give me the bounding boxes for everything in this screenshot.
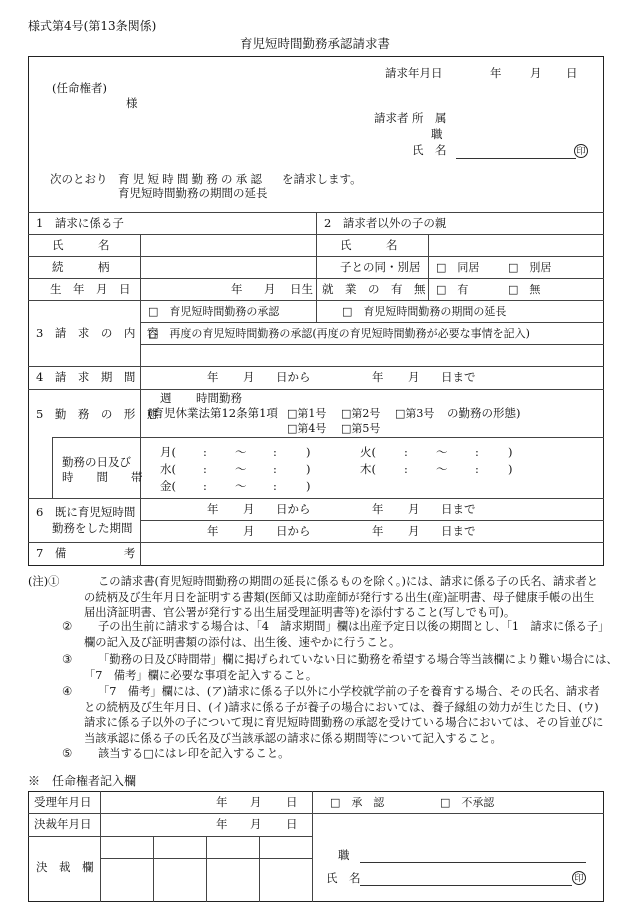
- decided-date-label: 決裁年月日: [34, 817, 92, 831]
- period-to-suffix: 日まで: [441, 370, 476, 384]
- form-option-5[interactable]: □第5号: [341, 422, 381, 435]
- decided-year-unit: 年: [216, 817, 228, 831]
- mon-colon-1: :: [203, 445, 207, 459]
- section-4-header: 4 請 求 期 間: [36, 370, 136, 384]
- section-3-header: 3 請 求 の 内 容: [36, 326, 159, 340]
- form-option-4[interactable]: □第4号: [287, 422, 327, 435]
- note-marker: ②: [62, 620, 73, 633]
- past1-from-year-unit: 年: [207, 502, 219, 516]
- section-6-header-line2: 勤務をした期間: [52, 521, 133, 535]
- note-marker: ③: [62, 653, 73, 666]
- cohabit-option-separate[interactable]: □ 別居: [508, 261, 552, 274]
- note-line: 「勤務の日及び時間帯」欄に掲げられていない日に勤務を希望する場合等当該欄により難い場合には、: [98, 653, 618, 666]
- past2-to-suffix: 日まで: [441, 524, 476, 538]
- friday-label: 金(: [160, 479, 176, 493]
- period-from-year-unit: 年: [207, 370, 219, 384]
- content-option-approval[interactable]: □ 育児短時間勤務の承認: [148, 305, 280, 318]
- fri-colon-1: :: [203, 479, 207, 493]
- authority-shoku-line: [360, 862, 586, 863]
- form-option-3[interactable]: □第3号: [395, 407, 435, 420]
- sama-label: 様: [126, 96, 138, 110]
- employment-option-no[interactable]: □ 無: [508, 283, 541, 296]
- section-2-header: 2 請求者以外の子の親: [324, 216, 447, 230]
- thu-colon-2: :: [475, 462, 479, 476]
- week-label: 週: [160, 391, 172, 405]
- past1-to-year-unit: 年: [372, 502, 384, 516]
- received-year-unit: 年: [216, 795, 228, 809]
- birthdate-label: 生 年 月 日: [50, 282, 131, 296]
- thu-tilde: 〜: [436, 462, 448, 476]
- disapprove-option[interactable]: □ 不承認: [440, 796, 495, 809]
- statement-prefix: 次のとおり: [50, 172, 108, 186]
- authority-shoku-label: 職: [338, 848, 350, 862]
- note-line: 欄の記入及び証明書類の添付は、出生後、速やかに行うこと。: [84, 635, 401, 649]
- past2-from-month-unit: 月: [243, 524, 255, 538]
- tue-colon-1: :: [404, 445, 408, 459]
- note-line: この請求書(育児短時間勤務の期間の延長に係るものを除く。)には、請求に係る子の氏名、請求者と: [98, 575, 599, 588]
- tue-rparen: ): [508, 445, 513, 459]
- request-month-unit: 月: [530, 66, 542, 80]
- statement-option-approval: 育児短時間勤務の承認: [118, 172, 266, 186]
- shoku-label: 職: [431, 127, 443, 141]
- note-marker: ⑤: [62, 747, 73, 760]
- shimei-label: 氏 名: [412, 143, 447, 157]
- kessai-label: 決 裁 欄: [36, 860, 94, 874]
- past2-from-suffix: 日から: [276, 524, 311, 538]
- statement-suffix: を請求します。: [282, 172, 362, 186]
- cohabit-label: 子との同・別居: [340, 260, 421, 274]
- period-from-suffix: 日から: [276, 370, 311, 384]
- employment-option-yes[interactable]: □ 有: [436, 283, 469, 296]
- note-line: の続柄及び生年月日を証明する書類(医師又は助産師が発行する出生(産)証明書、母子健康手帳の出生: [84, 590, 595, 604]
- request-day-unit: 日: [566, 66, 578, 80]
- birth-day-unit: 日生: [290, 282, 313, 296]
- tue-tilde: 〜: [436, 445, 448, 459]
- note-line: 該当する□にはレ印を記入すること。: [98, 747, 290, 760]
- received-day-unit: 日: [286, 795, 298, 809]
- birth-year-unit: 年: [231, 282, 243, 296]
- note-line: 当該承認に係る子の氏名及び当該承認の請求に係る期間等について記入すること。: [84, 731, 502, 745]
- name-signature-line: [456, 158, 576, 159]
- tue-colon-2: :: [475, 445, 479, 459]
- wed-rparen: ): [306, 462, 311, 476]
- past1-to-month-unit: 月: [408, 502, 420, 516]
- fri-tilde: 〜: [235, 479, 247, 493]
- thursday-label: 木(: [360, 462, 376, 476]
- period-to-year-unit: 年: [372, 370, 384, 384]
- authority-seal-mark: 印: [572, 871, 586, 885]
- wed-colon-1: :: [203, 462, 207, 476]
- form-number: 様式第4号(第13条関係): [28, 19, 157, 33]
- appointer-label: (任命権者): [52, 81, 107, 95]
- request-date-label: 請求年月日: [385, 66, 443, 80]
- mon-colon-2: :: [273, 445, 277, 459]
- fri-colon-2: :: [273, 479, 277, 493]
- wed-tilde: 〜: [235, 462, 247, 476]
- past2-from-year-unit: 年: [207, 524, 219, 538]
- section-7-header: 7 備 考: [36, 546, 136, 560]
- law-suffix: の勤務の形態): [447, 406, 521, 420]
- birth-month-unit: 月: [264, 282, 276, 296]
- note-marker: (注)①: [28, 575, 60, 588]
- relation-label: 続 柄: [52, 260, 110, 274]
- decided-month-unit: 月: [250, 817, 262, 831]
- mon-rparen: ): [306, 445, 311, 459]
- period-from-month-unit: 月: [243, 370, 255, 384]
- work-days-label-line1: 勤務の日及び: [62, 455, 131, 469]
- received-date-label: 受理年月日: [34, 795, 92, 809]
- thu-rparen: ): [508, 462, 513, 476]
- section-6-header-line1: 6 既に育児短時間: [36, 505, 136, 519]
- request-year-unit: 年: [490, 66, 502, 80]
- statement-option-extension: 育児短時間勤務の期間の延長: [118, 186, 268, 200]
- authority-section-title: ※ 任命権者記入欄: [28, 774, 137, 788]
- note-line: 請求に係る子以外の子について現に育児短時間勤務の承認を受けている場合においては、その旨並びに: [84, 716, 604, 729]
- work-days-label-line2: 時 間 帯: [62, 470, 143, 484]
- employment-label: 就 業 の 有 無: [322, 282, 426, 296]
- monday-label: 月(: [160, 445, 176, 459]
- note-marker: ④: [62, 685, 73, 698]
- form-option-2[interactable]: □第2号: [341, 407, 381, 420]
- wed-colon-2: :: [273, 462, 277, 476]
- decided-day-unit: 日: [286, 817, 298, 831]
- past1-from-suffix: 日から: [276, 502, 311, 516]
- hours-label: 時間勤務: [196, 391, 242, 405]
- note-line: 「7 備考」欄には、(ア)請求に係る子以外に小学校就学前の子を養育する場合、その氏名、請求者: [98, 685, 600, 698]
- tuesday-label: 火(: [360, 445, 376, 459]
- requester-label: 請求者: [374, 111, 409, 125]
- approve-option[interactable]: □ 承 認: [330, 796, 385, 809]
- past2-to-year-unit: 年: [372, 524, 384, 538]
- parent-name-label: 氏 名: [340, 238, 398, 252]
- authority-shimei-label: 氏 名: [326, 871, 361, 885]
- document-title: 育児短時間勤務承認請求書: [239, 36, 390, 51]
- mon-tilde: 〜: [235, 445, 247, 459]
- content-option-reapproval[interactable]: □ 再度の育児短時間勤務の承認(再度の育児短時間勤務が必要な事情を記入): [148, 327, 530, 340]
- cohabit-option-together[interactable]: □ 同居: [436, 261, 480, 274]
- note-line: 子の出生前に請求する場合は、「4 請求期間」欄は出産予定日以後の期間とし、「1 請求に係る子」: [98, 620, 610, 633]
- seal-mark: 印: [574, 144, 588, 158]
- received-month-unit: 月: [250, 795, 262, 809]
- past1-from-month-unit: 月: [243, 502, 255, 516]
- note-line: 「7 備考」欄に必要な事項を記入すること。: [84, 668, 318, 682]
- note-line: との続柄及び生年月日、(イ)請求に係る子が養子の場合においては、養子縁組の効力が生じた日、(ウ): [84, 700, 599, 714]
- period-to-month-unit: 月: [408, 370, 420, 384]
- section-1-header: 1 請求に係る子: [36, 216, 124, 230]
- law-reference: (育児休業法第12条第1項: [148, 406, 278, 420]
- past2-to-month-unit: 月: [408, 524, 420, 538]
- fri-rparen: ): [306, 479, 311, 493]
- thu-colon-1: :: [404, 462, 408, 476]
- past1-to-suffix: 日まで: [441, 502, 476, 516]
- child-name-label: 氏 名: [52, 238, 110, 252]
- shozoku-label: 所 属: [412, 111, 447, 125]
- section-5-header: 5 勤 務 の 形 態: [36, 407, 159, 421]
- content-option-extension[interactable]: □ 育児短時間勤務の期間の延長: [342, 305, 507, 318]
- form-option-1[interactable]: □第1号: [287, 407, 327, 420]
- authority-name-line: [360, 885, 572, 886]
- wednesday-label: 水(: [160, 462, 176, 476]
- note-line: 届出済証明書、官公署が発行する出生届受理証明書等)を添付すること(写しでも可)。: [84, 606, 516, 619]
